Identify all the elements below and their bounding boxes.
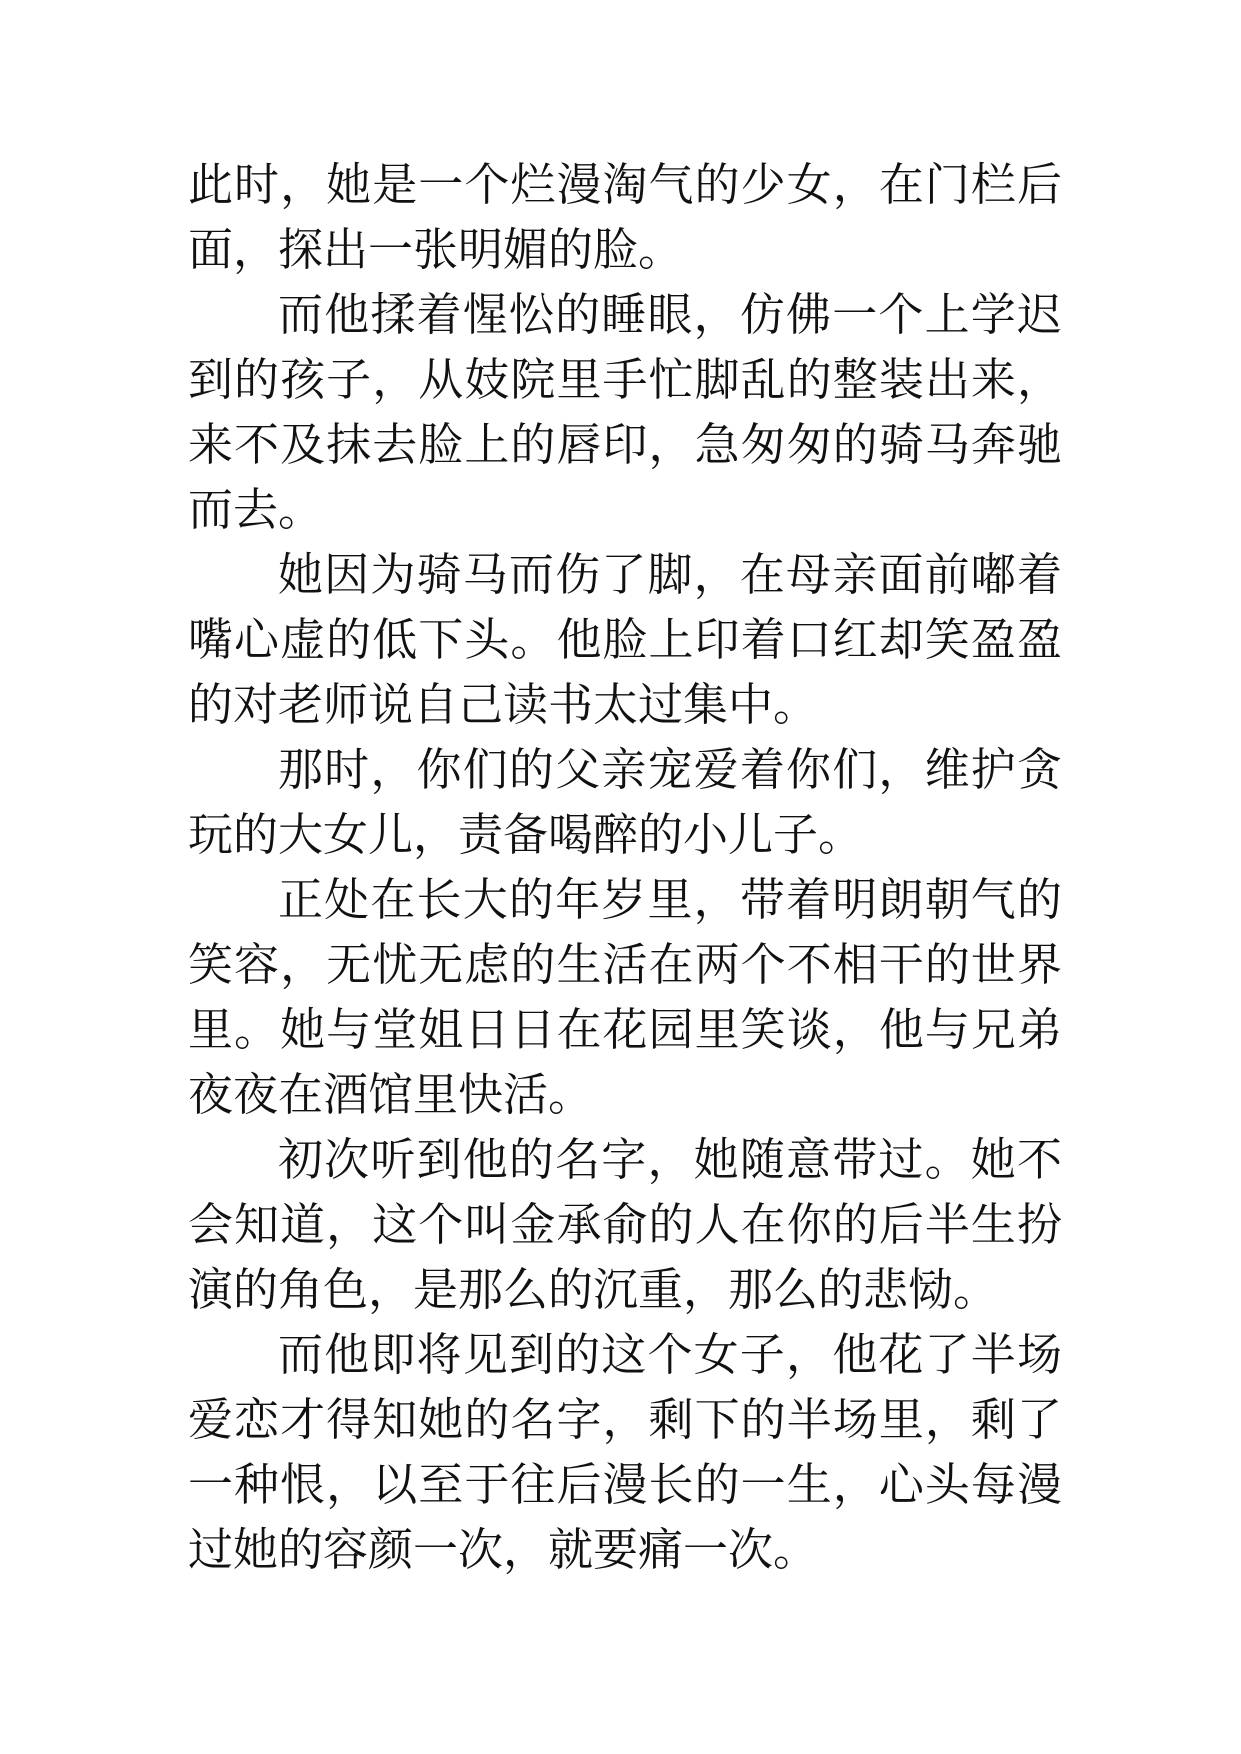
paragraph-6: 初次听到他的名字，她随意带过。她不会知道，这个叫金承俞的人在你的后半生扮演的角色，是那么的沉重，那么的悲恸。 bbox=[188, 1133, 1062, 1316]
paragraph-5: 正处在长大的年岁里，带着明朗朝气的笑容，无忧无虑的生活在两个不相干的世界里。她与堂姐日日在花园里笑谈，他与兄弟夜夜在酒馆里快活。 bbox=[188, 873, 1062, 1121]
paragraph-2: 而他揉着惺忪的睡眼，仿佛一个上学迟到的孩子，从妓院里手忙脚乱的整装出来，来不及抹去脸上的唇印，急匆匆的骑马奔驰而去。 bbox=[188, 288, 1062, 536]
paragraph-4: 那时，你们的父亲宠爱着你们，维护贪玩的大女儿，责备喝醉的小儿子。 bbox=[188, 743, 1062, 861]
paragraph-1: 此时，她是一个烂漫淘气的少女，在门栏后面，探出一张明媚的脸。 bbox=[188, 158, 1062, 276]
document-body bbox=[188, 152, 1062, 1582]
paragraph-7: 而他即将见到的这个女子，他花了半场爱恋才得知她的名字，剩下的半场里，剩了一种恨，以至于往后漫长的一生，心头每漫过她的容颜一次，就要痛一次。 bbox=[188, 1328, 1062, 1576]
paragraph-3: 她因为骑马而伤了脚，在母亲面前嘟着嘴心虚的低下头。他脸上印着口红却笑盈盈的对老师说自己读书太过集中。 bbox=[188, 548, 1062, 731]
